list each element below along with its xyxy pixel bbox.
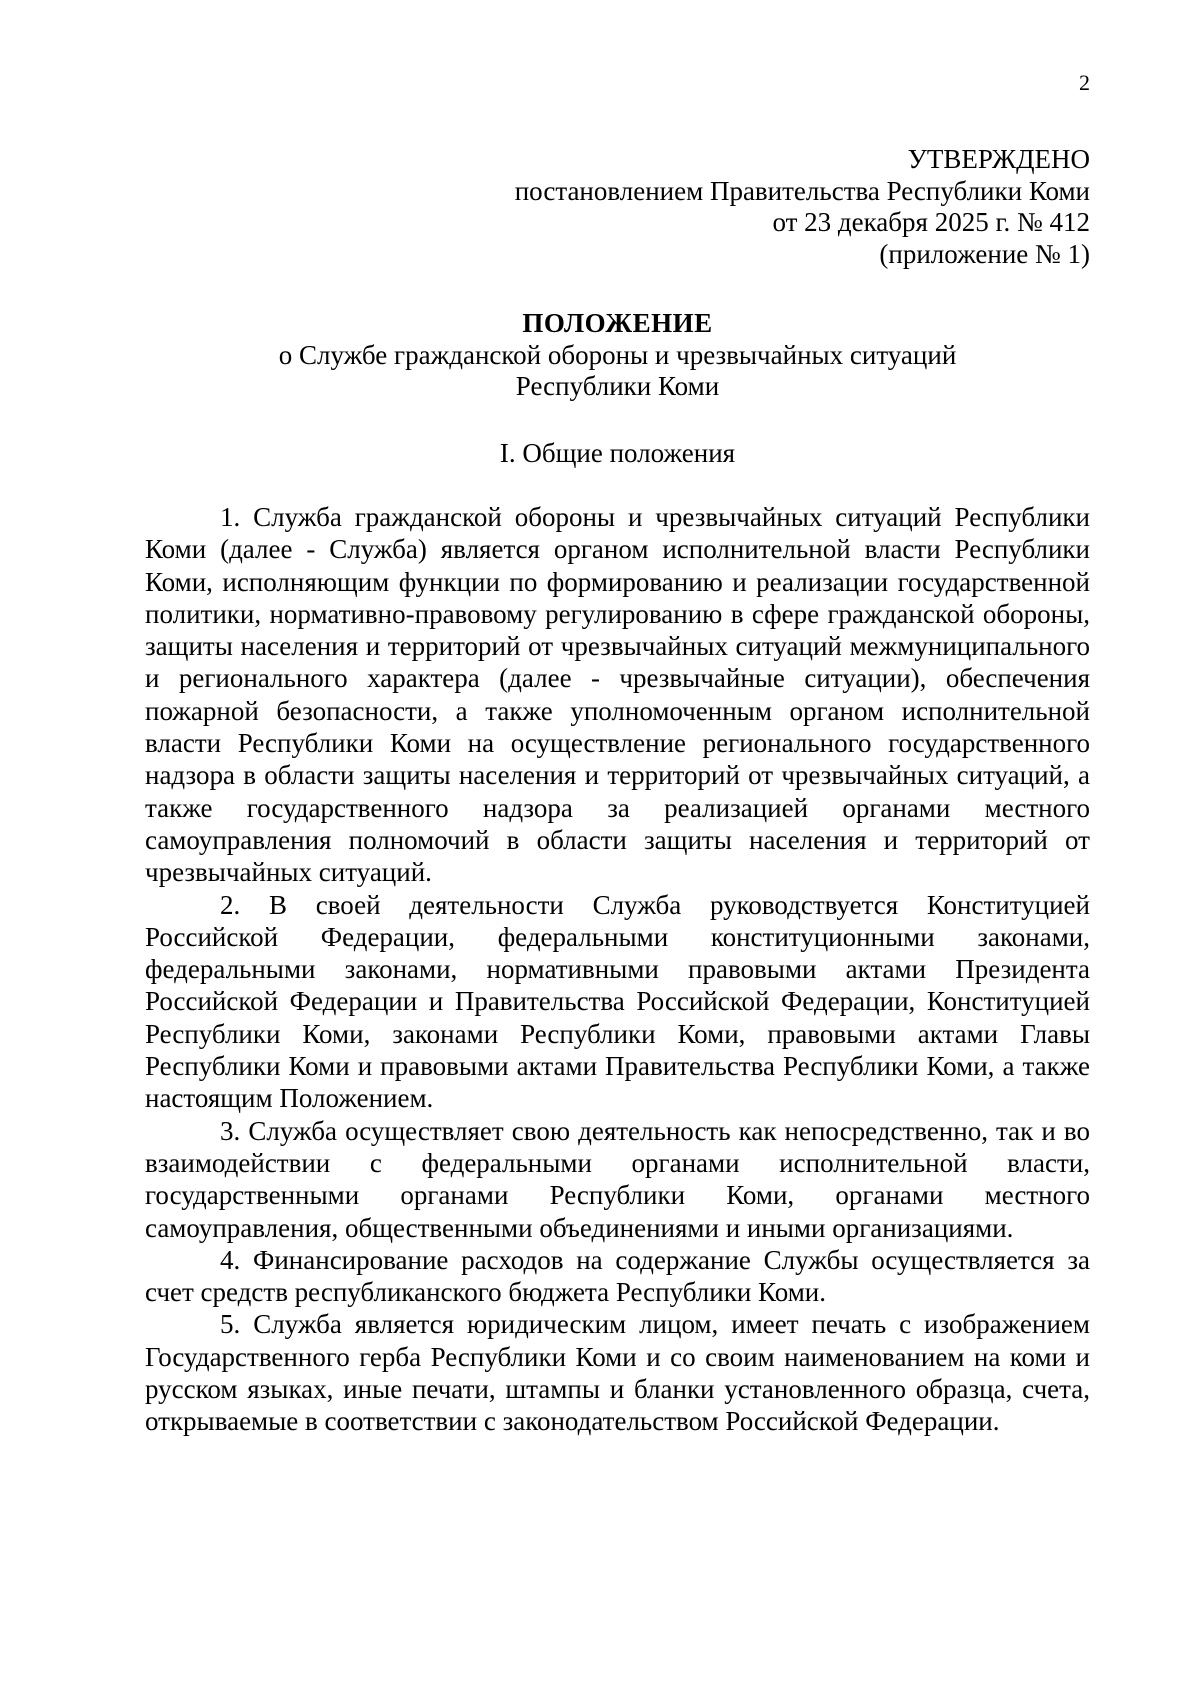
approval-date: от 23 декабря 2025 г. № 412: [772, 207, 1090, 237]
paragraph-1: 1. Служба гражданской обороны и чрезвычайных ситуаций Республики Коми (далее - Служба) является органом исполнительной власти Республики Коми, исполняющим функции по формированию и реализации государственной политики, нормативно-правовому регулированию в сфере гражданской обороны, защиты населения и территорий от чрезвычайных ситуаций межмуниципального и регионального характера (далее - чрезвычайные ситуации), обеспечения пожарной безопасности, а также уполномоченным органом исполнительной власти Республики Коми на осуществление регионального государственного надзора в области защиты населения и территорий от чрезвычайных ситуаций, а также государственного надзора за реализацией органами местного самоуправления полномочий в области защиты населения и территорий от чрезвычайных ситуаций.: [145, 502, 1090, 888]
document-title-block: [145, 308, 1090, 403]
approval-decree: постановлением Правительства Республики Коми: [514, 175, 1090, 206]
document-title: ПОЛОЖЕНИЕ: [522, 308, 713, 338]
document-subtitle-line2: Республики Коми: [515, 371, 720, 401]
section-heading: I. Общие положения: [499, 438, 736, 468]
page-number: 2: [1079, 70, 1090, 95]
paragraph-3: 3. Служба осуществляет свою деятельность как непосредственно, так и во взаимодействии с федеральными органами исполнительной власти, государственными органами Республики Коми, органами местного самоуправления, общественными объединениями и иными организациями.: [145, 1115, 1090, 1243]
paragraph-2: 2. В своей деятельности Служба руководствуется Конституцией Российской Федерации, федеральными конституционными законами, федеральными законами, нормативными правовыми актами Президента Российской Федерации и Правительства Российской Федерации, Конституцией Республики Коми, законами Республики Коми, правовыми актами Главы Республики Коми и правовыми актами Правительства Республики Коми, а также настоящим Положением.: [145, 889, 1090, 1114]
approval-heading: УТВЕРЖДЕНО: [907, 144, 1090, 174]
document-body: [145, 501, 1090, 1438]
approval-appendix: (приложение № 1): [879, 238, 1090, 269]
paragraph-5: 5. Служба является юридическим лицом, имеет печать с изображением Государственного герба Республики Коми и со своим наименованием на коми и русском языках, иные печати, штампы и бланки установленного образца, счета, открываемые в соответствии с законодательством Российской Федерации.: [145, 1309, 1090, 1437]
document-subtitle-line1: о Службе гражданской обороны и чрезвычайных ситуаций: [278, 339, 957, 370]
paragraph-4: 4. Финансирование расходов на содержание Службы осуществляется за счет средств республиканского бюджета Республики Коми.: [145, 1244, 1090, 1308]
approval-stamp: [515, 144, 1090, 270]
